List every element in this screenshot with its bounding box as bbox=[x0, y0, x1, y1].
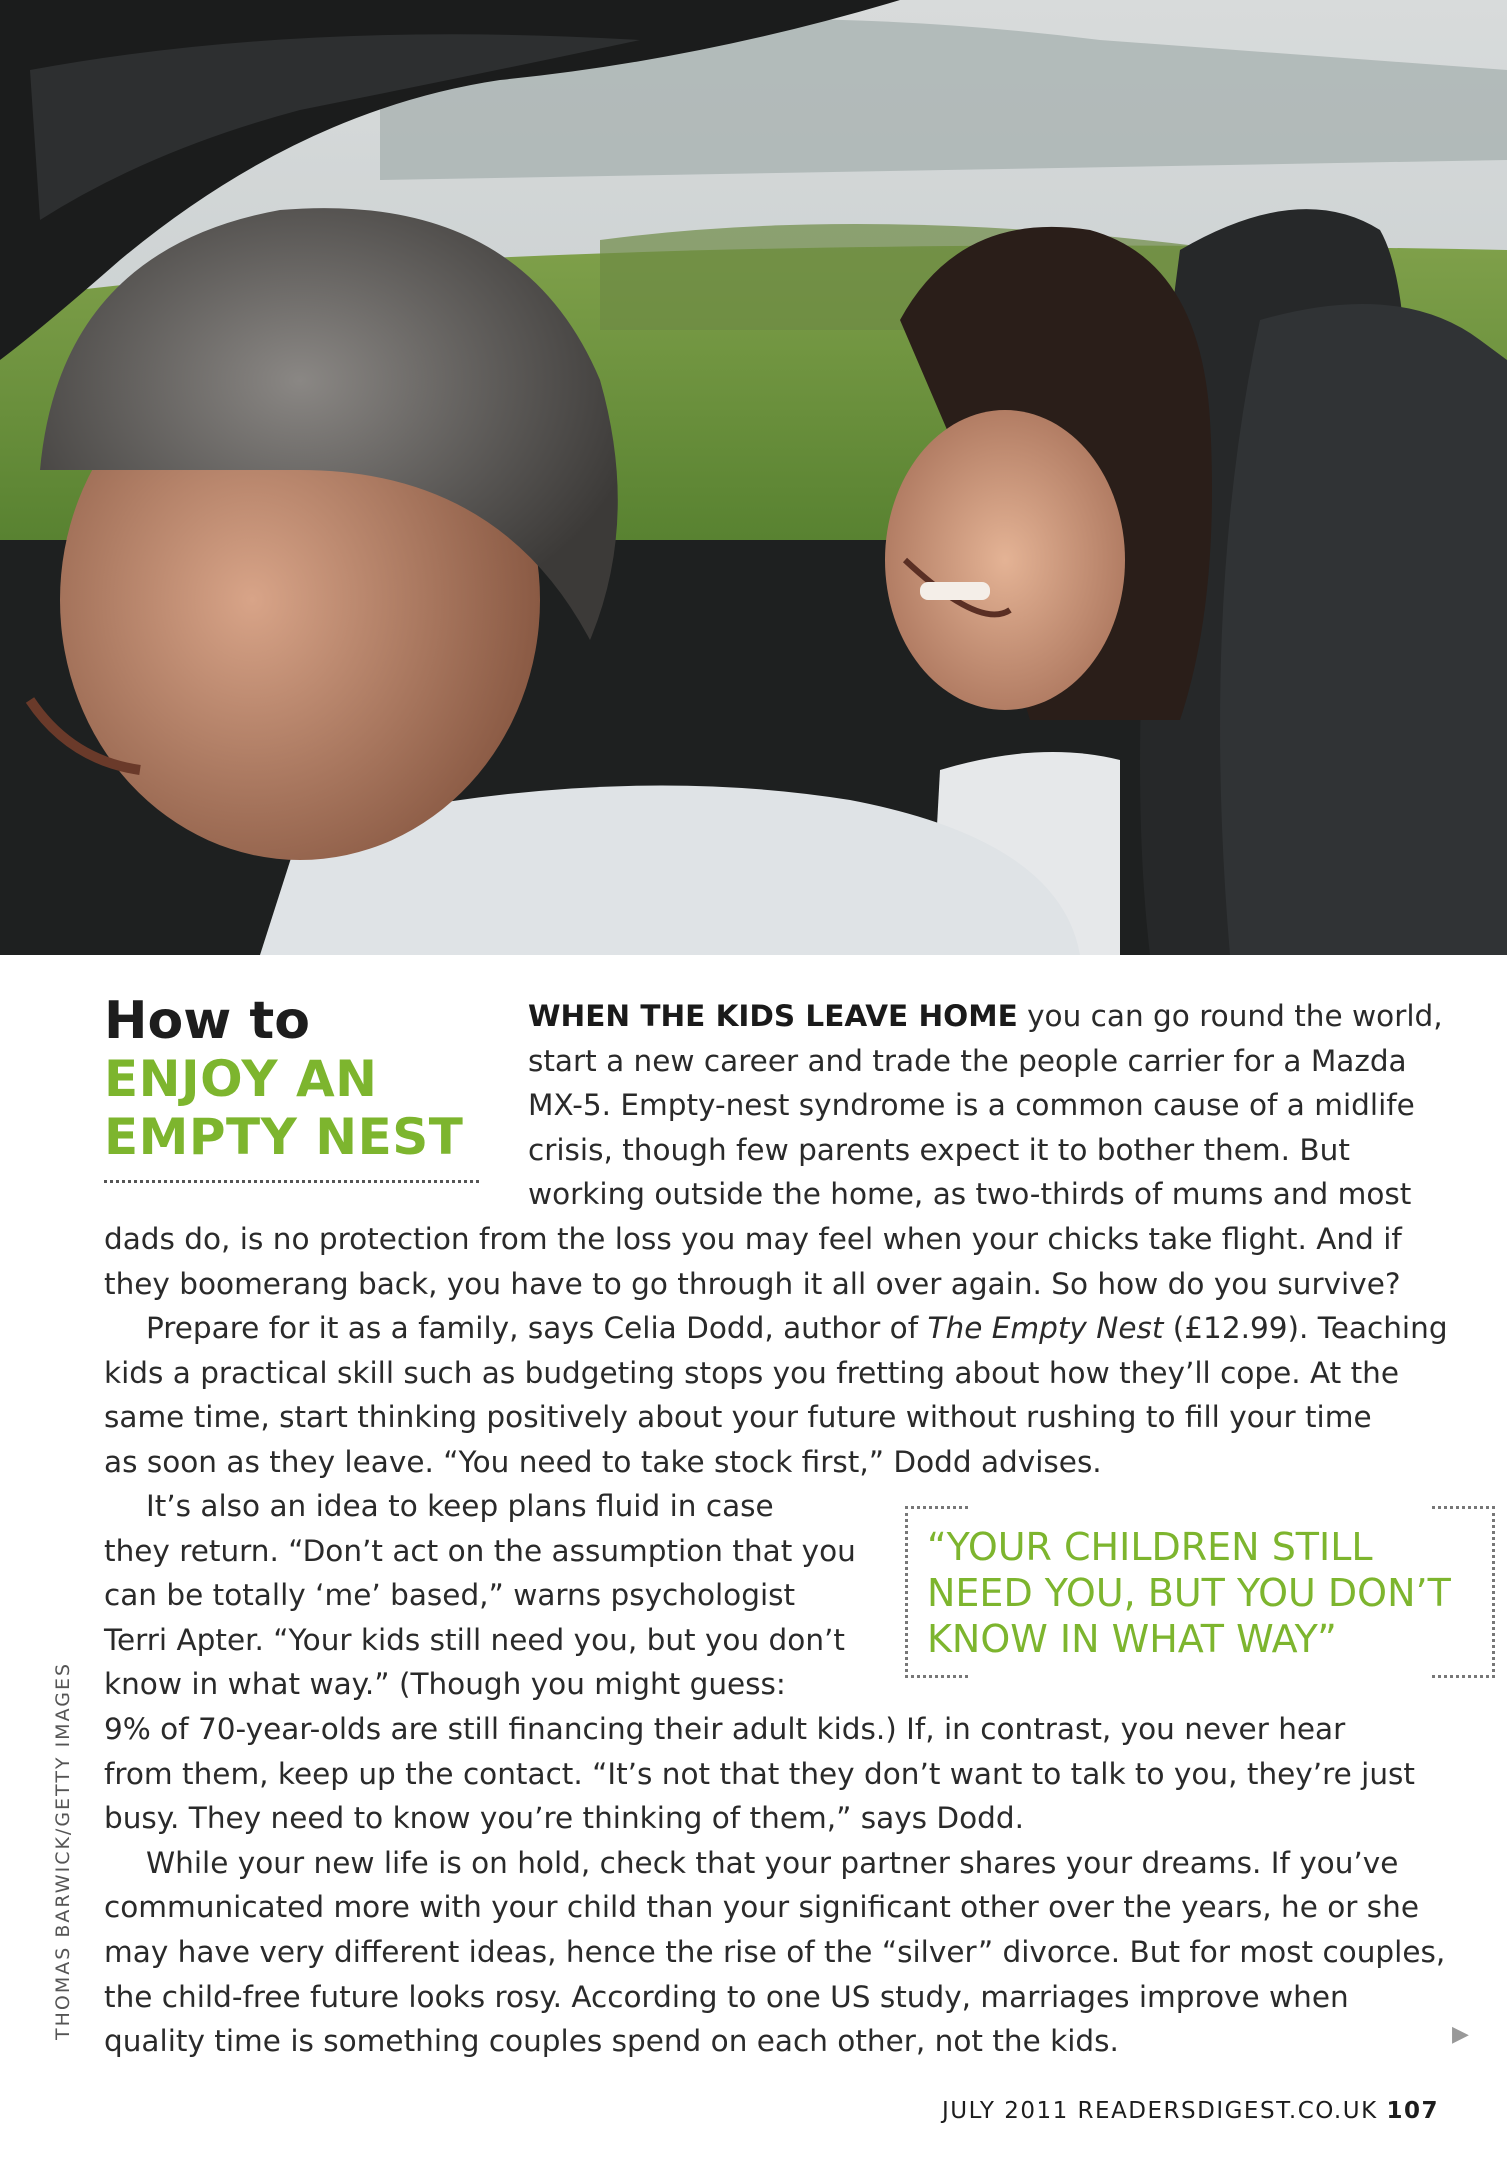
text-line: the child-free future looks rosy. According to one US study, marriages improve when bbox=[104, 1979, 1349, 2014]
text-line: know in what way.” (Though you might guess: bbox=[104, 1667, 786, 1702]
pull-quote-text: “YOUR CHILDREN STILL NEED YOU, BUT YOU DON’T KNOW IN WHAT WAY” bbox=[927, 1525, 1451, 1661]
continue-arrow-icon: ▶ bbox=[1452, 2022, 1469, 2047]
hero-photo bbox=[0, 0, 1507, 955]
article-paragraph-3-narrow bbox=[104, 1484, 864, 1707]
text-line: can be totally ‘me’ based,” warns psychologist bbox=[104, 1578, 796, 1613]
text-line: quality time is something couples spend on each other, not the kids. bbox=[104, 2024, 1119, 2059]
text-line: they return. “Don’t act on the assumption that you bbox=[104, 1533, 856, 1568]
text-line: communicated more with your child than your significant other over the years, he or she bbox=[104, 1890, 1419, 1925]
text-line: kids a practical skill such as budgeting stops you fretting about how they’ll cope. At the bbox=[104, 1355, 1400, 1390]
article-body-upper bbox=[104, 1217, 1448, 1485]
title-line-1: ENJOY AN bbox=[104, 1050, 378, 1108]
text-line: crisis, though few parents expect it to bother them. But bbox=[528, 1132, 1350, 1167]
title-how: How to bbox=[104, 991, 310, 1051]
text-line: start a new career and trade the people carrier for a Mazda bbox=[528, 1043, 1407, 1078]
article-title bbox=[104, 992, 484, 1183]
text-line: While your new life is on hold, check that your partner shares your dreams. If you’ve bbox=[146, 1845, 1399, 1880]
text-line: from them, keep up the contact. “It’s not that they don’t want to talk to you, they’re just bbox=[104, 1756, 1415, 1791]
title-line-2: EMPTY NEST bbox=[104, 1108, 464, 1166]
lead-in: WHEN THE KIDS LEAVE HOME bbox=[528, 999, 1018, 1033]
text-line: Prepare for it as a family, says Celia Dodd, author of The Empty Nest (£12.99). Teaching bbox=[146, 1311, 1448, 1346]
text-line: Terri Apter. “Your kids still need you, but you don’t bbox=[104, 1622, 845, 1657]
text-line: as soon as they leave. “You need to take stock first,” Dodd advises. bbox=[104, 1444, 1102, 1479]
text-line: WHEN THE KIDS LEAVE HOME you can go round the world, bbox=[528, 999, 1443, 1033]
page-footer bbox=[942, 2098, 1439, 2124]
pull-quote bbox=[905, 1506, 1495, 1676]
text-line: working outside the home, as two-thirds of mums and most bbox=[528, 1177, 1412, 1212]
text-line: may have very different ideas, hence the rise of the “silver” divorce. But for most couples, bbox=[104, 1934, 1446, 1969]
footer-date-site: JULY 2011 READERSDIGEST.CO.UK bbox=[941, 2098, 1387, 2124]
article-body-lower bbox=[104, 1707, 1444, 2064]
photo-credit: THOMAS BARWICK/GETTY IMAGES bbox=[52, 1661, 74, 2040]
text-line: same time, start thinking positively about your future without rushing to fill your time bbox=[104, 1400, 1372, 1435]
text-line: they boomerang back, you have to go through it all over again. So how do you survive? bbox=[104, 1266, 1401, 1301]
title-divider bbox=[104, 1180, 479, 1183]
text-line: busy. They need to know you’re thinking of them,” says Dodd. bbox=[104, 1801, 1024, 1836]
text-line: It’s also an idea to keep plans fluid in case bbox=[146, 1489, 774, 1523]
text-line: 9% of 70-year-olds are still financing their adult kids.) If, in contrast, you never hear bbox=[104, 1712, 1346, 1746]
photo-couple-in-convertible bbox=[0, 0, 1507, 955]
text-line: dads do, is no protection from the loss you may feel when your chicks take flight. And if bbox=[104, 1222, 1402, 1256]
article-paragraph-1-top bbox=[528, 994, 1443, 1217]
book-title: The Empty Nest bbox=[927, 1311, 1164, 1346]
page-number: 107 bbox=[1386, 2098, 1439, 2124]
text-line: MX-5. Empty-nest syndrome is a common cause of a midlife bbox=[528, 1088, 1415, 1123]
